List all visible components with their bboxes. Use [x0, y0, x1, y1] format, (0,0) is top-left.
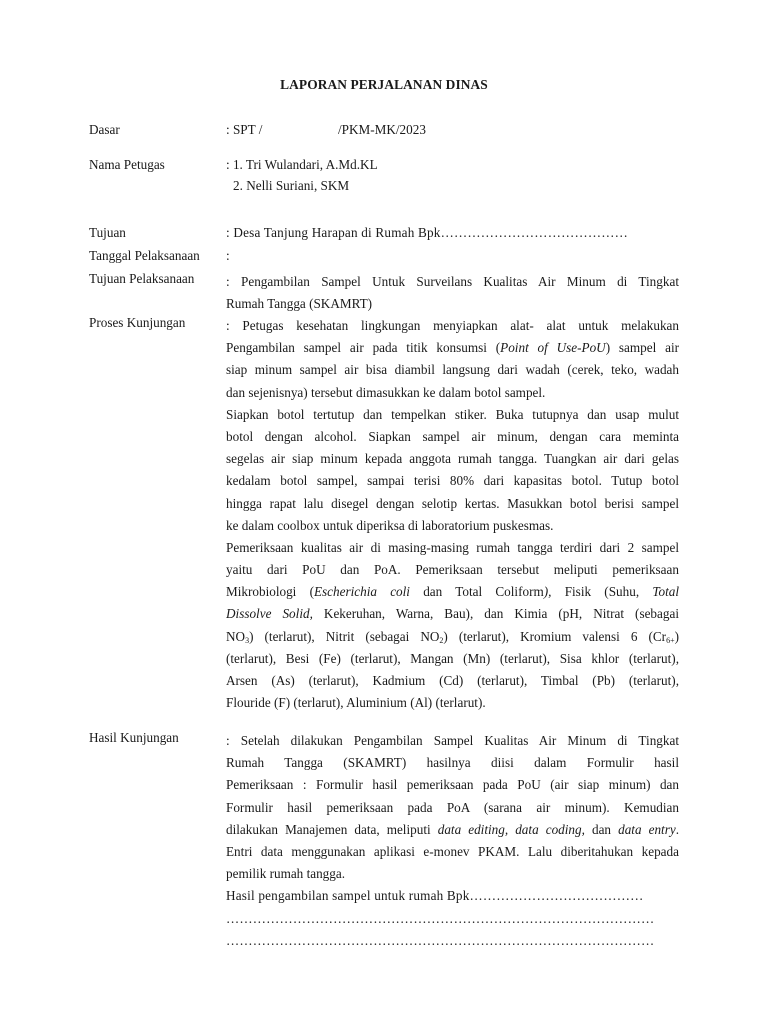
proses-p2-l1: Siapkan botol tertutup dan tempelkan stiker. Buka tutupnya dan usap mulut: [226, 406, 679, 422]
petugas-2: 2. Nelli Suriani, SKM: [233, 178, 350, 193]
label-tanggal: Tanggal Pelaksanaan: [89, 248, 200, 263]
hasil-l3: Pemeriksaan : Formulir hasil pemeriksaan pada PoU (air siap minum) dan: [226, 777, 679, 793]
proses-p1-l3: siap minum sampel air bisa diambil langsung dari wadah (cerek, teko, wadah: [226, 362, 679, 378]
proses-p3-l1: Pemeriksaan kualitas air di masing-masing rumah tangga terdiri dari 2 sampel: [226, 539, 679, 555]
italic-data-editing: data editing, data coding,: [437, 821, 585, 837]
tp-line-1: : Pengambilan Sampel Untuk Surveilans Kualitas Air Minum di Tingkat: [226, 274, 679, 289]
dasar-spt: : SPT /: [226, 122, 263, 137]
hasil-l10: ……………………………………………………………………………………: [226, 932, 655, 948]
italic-dissolve-solid: Dissolve Solid,: [226, 606, 313, 622]
proses-p1-l2: Pengambilan sampel air pada titik konsumsi (Point of Use-PoU) sampel air: [226, 340, 679, 356]
value-hasil-kunjungan: [226, 730, 679, 952]
hasil-l9: ……………………………………………………………………………………: [226, 910, 655, 926]
document-title: LAPORAN PERJALANAN DINAS: [280, 77, 488, 92]
value-tujuan: : Desa Tanjung Harapan di Rumah Bpk……………………………………: [226, 225, 629, 240]
value-nama-petugas: [226, 157, 679, 194]
proses-p3-l2: yaitu dari PoU dan PoA. Pemeriksaan tersebut meliputi pemeriksaan: [226, 562, 679, 578]
hasil-l2: Rumah Tangga (SKAMRT) hasilnya diisi dalam Formulir hasil: [226, 755, 679, 771]
value-proses-kunjungan: [226, 315, 679, 714]
proses-p2-l2: botol dengan alcohol. Siapkan sampel air minum, dengan cara meminta: [226, 428, 679, 444]
proses-p2-l3: segelas air siap minum kepada anggota rumah tangga. Tuangkan air dari gelas: [226, 451, 679, 467]
italic-escherichia: Escherichia coli: [313, 584, 410, 600]
hasil-l7: pemilik rumah tangga.: [226, 866, 346, 882]
value-tujuan-pelaksanaan: [226, 271, 679, 315]
proses-p3-l6: (terlarut), Besi (Fe) (terlarut), Mangan (Mn) (terlarut), Sisa khlor (terlarut),: [226, 650, 679, 666]
proses-p1-l1: : Petugas kesehatan lingkungan menyiapkan alat- alat untuk melakukan: [226, 318, 679, 333]
petugas-1: : 1. Tri Wulandari, A.Md.KL: [226, 157, 378, 172]
hasil-l8: Hasil pengambilan sampel untuk rumah Bpk…………………………………: [226, 888, 644, 904]
value-dasar: [226, 122, 679, 138]
label-tujuan-pelaksanaan: Tujuan Pelaksanaan: [89, 271, 195, 286]
proses-p2-l6: ke dalam coolbox untuk diperiksa di laboratorium puskesmas.: [226, 517, 554, 533]
proses-p2-l4: kedalam botol sampel, sampai terisi 80% dari kapasitas botol. Tutup botol: [226, 473, 679, 489]
proses-p1-l4: dan sejenisnya) tersebut dimasukkan ke dalam botol sampel.: [226, 384, 546, 400]
label-proses-kunjungan: Proses Kunjungan: [89, 315, 186, 330]
value-tanggal: :: [226, 248, 230, 263]
proses-p3-l5: $NO_3$) (terlarut), Nitrit (sebagai $NO_2$) (terlarut), Kromium valensi 6 $(Cr_{6+})$: [226, 628, 679, 645]
italic-total: Total: [652, 584, 679, 600]
label-tujuan: Tujuan: [89, 225, 126, 240]
hasil-l5: dilakukan Manajemen data, meliputi data editing, data coding, dan data entry.: [226, 821, 679, 837]
hasil-l4: Formulir hasil pemeriksaan pada PoA (sarana air minum). Kemudian: [226, 799, 679, 815]
label-hasil-kunjungan: Hasil Kunjungan: [89, 730, 179, 745]
hasil-l6: Entri data menggunakan aplikasi e-monev PKAM. Lalu diberitahukan kepada: [226, 843, 679, 859]
proses-p3-l4: Dissolve Solid, Kekeruhan, Warna, Bau), dan Kimia (pH, Nitrat (sebagai: [226, 606, 679, 622]
proses-p2-l5: hingga rapat lalu disegel dengan selotip kertas. Masukkan botol berisi sampel: [226, 495, 679, 511]
tp-line-2: Rumah Tangga (SKAMRT): [226, 296, 373, 312]
dasar-number: /PKM-MK/2023: [338, 122, 426, 137]
label-nama-petugas: Nama Petugas: [89, 157, 165, 172]
italic-point-of-use: Point of Use-PoU: [500, 340, 606, 356]
proses-p3-l8: Flouride (F) (terlarut), Aluminium (Al) (terlarut).: [226, 695, 486, 711]
proses-p3-l7: Arsen (As) (terlarut), Kadmium (Cd) (terlarut), Timbal (Pb) (terlarut),: [226, 673, 679, 688]
label-dasar: Dasar: [89, 122, 120, 137]
proses-p3-l3: Mikrobiologi (Escherichia coli dan Total Coliform), Fisik (Suhu, Total: [226, 584, 679, 600]
italic-data-entry: data entry: [618, 821, 676, 837]
hasil-l1: : Setelah dilakukan Pengambilan Sampel Kualitas Air Minum di Tingkat: [226, 733, 679, 748]
